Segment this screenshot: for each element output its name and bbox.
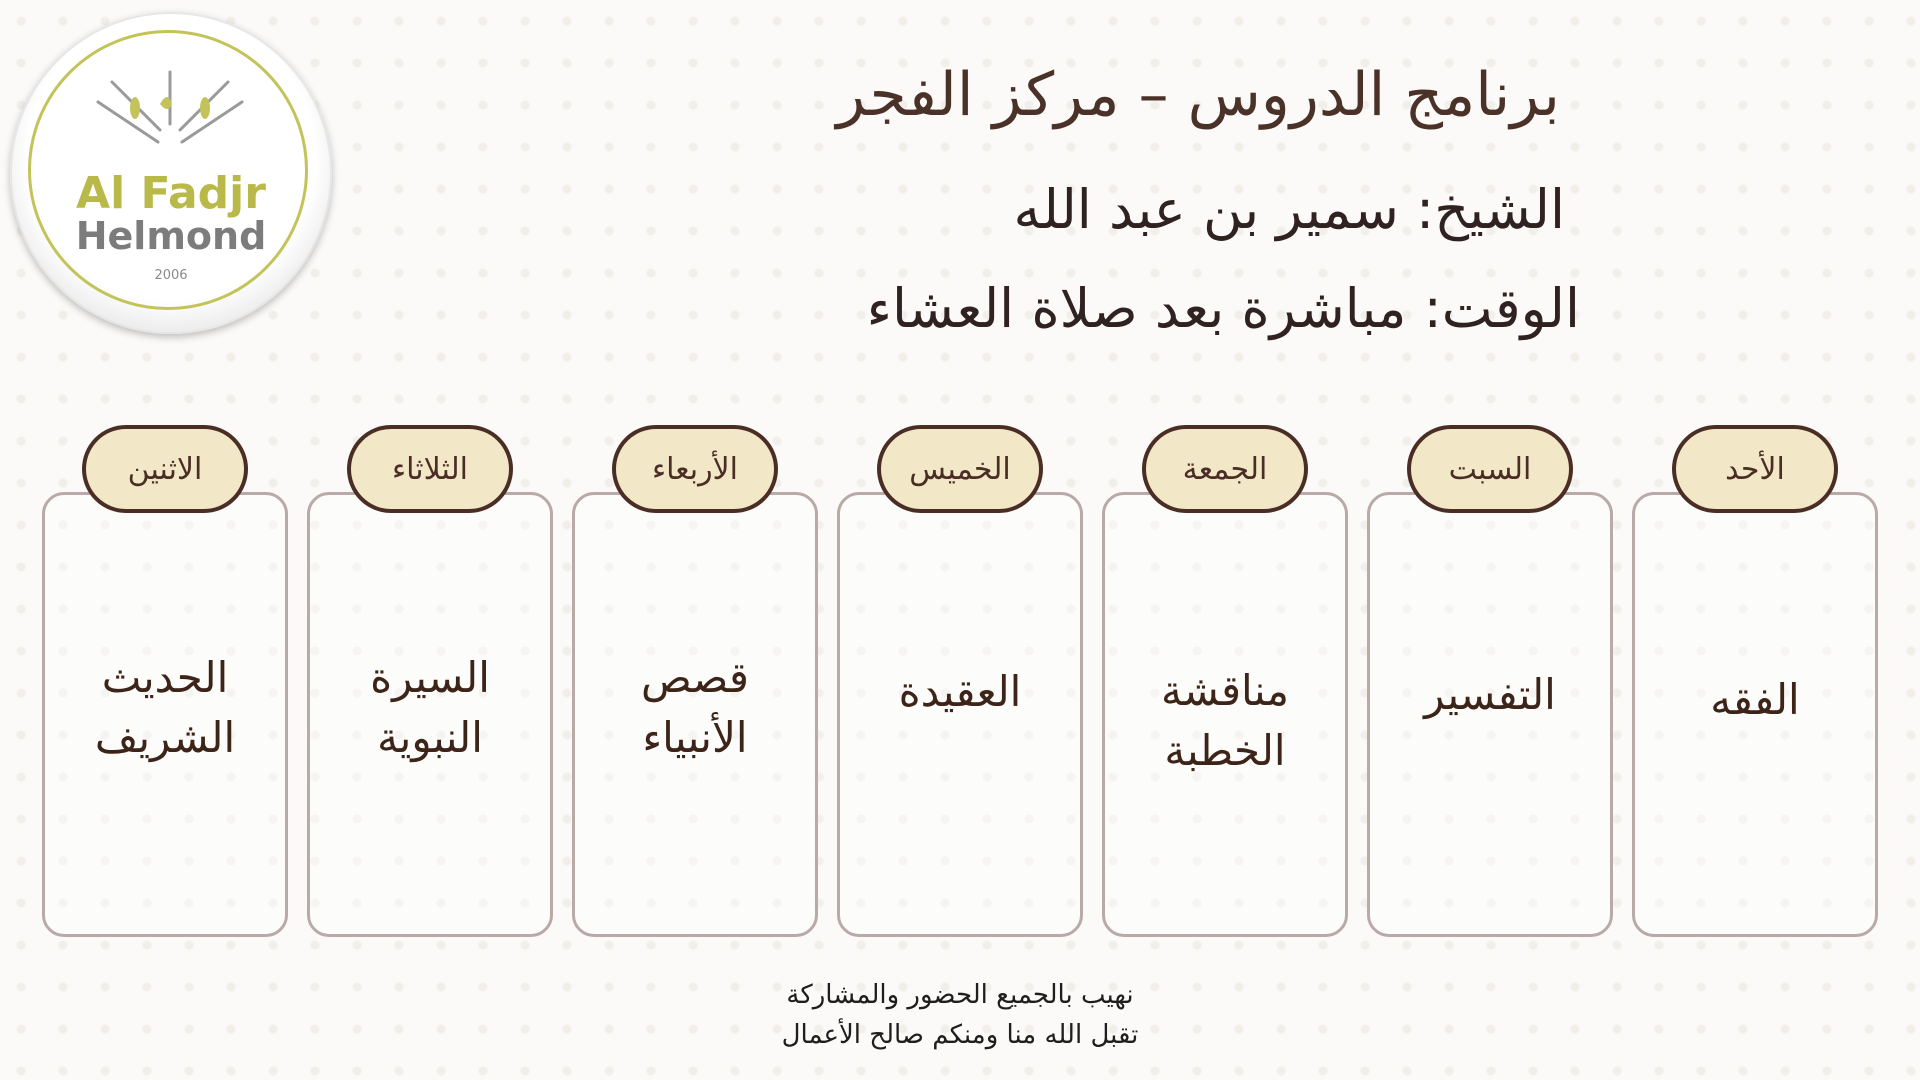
subject-line: الشريف xyxy=(94,713,236,762)
day-badge: السبت xyxy=(1407,425,1573,513)
day-badge: الأربعاء xyxy=(612,425,778,513)
day-card-sunday xyxy=(1632,425,1878,937)
subject-label xyxy=(572,648,818,768)
schedule-cards xyxy=(42,425,1878,937)
subject-label xyxy=(1367,665,1613,725)
footer-line-1: نهيب بالجميع الحضور والمشاركة xyxy=(786,980,1134,1010)
page-title: برنامج الدروس – مركز الفجر xyxy=(836,60,1560,130)
day-badge: الثلاثاء xyxy=(347,425,513,513)
subject-line: الخطبة xyxy=(1164,726,1286,775)
subject-line: الأنبياء xyxy=(642,713,748,762)
day-card-monday xyxy=(42,425,288,937)
day-card-thursday xyxy=(837,425,1083,937)
logo-text-al-fadjr: Al Fadjr xyxy=(76,168,266,219)
subject-line: الفقه xyxy=(1710,675,1800,724)
al-fadjr-logo xyxy=(10,12,332,334)
subject-line: النبوية xyxy=(377,713,483,762)
day-card-tuesday xyxy=(307,425,553,937)
logo-year: 2006 xyxy=(154,268,188,283)
day-card-saturday xyxy=(1367,425,1613,937)
day-badge: الجمعة xyxy=(1142,425,1308,513)
time-line: الوقت: مباشرة بعد صلاة العشاء xyxy=(866,277,1580,340)
subject-label xyxy=(307,648,553,768)
sheikh-line: الشيخ: سمير بن عبد الله xyxy=(1013,178,1565,241)
subject-line: قصص xyxy=(641,653,749,702)
subject-line: السيرة xyxy=(370,653,490,702)
subject-label xyxy=(42,648,288,768)
day-badge: الخميس xyxy=(877,425,1043,513)
subject-line: الحديث xyxy=(101,653,229,702)
subject-label xyxy=(1632,670,1878,730)
subject-line: العقيدة xyxy=(898,667,1022,716)
subject-label xyxy=(837,662,1083,722)
logo-text-helmond: Helmond xyxy=(75,214,267,258)
day-card-wednesday xyxy=(572,425,818,937)
subject-label xyxy=(1102,661,1348,781)
day-badge: الأحد xyxy=(1672,425,1838,513)
subject-line: مناقشة xyxy=(1160,666,1290,715)
day-card-friday xyxy=(1102,425,1348,937)
subject-line: التفسير xyxy=(1424,670,1556,719)
footer-note xyxy=(660,975,1260,1055)
day-badge: الاثنين xyxy=(82,425,248,513)
footer-line-2: تقبل الله منا ومنكم صالح الأعمال xyxy=(781,1020,1139,1050)
